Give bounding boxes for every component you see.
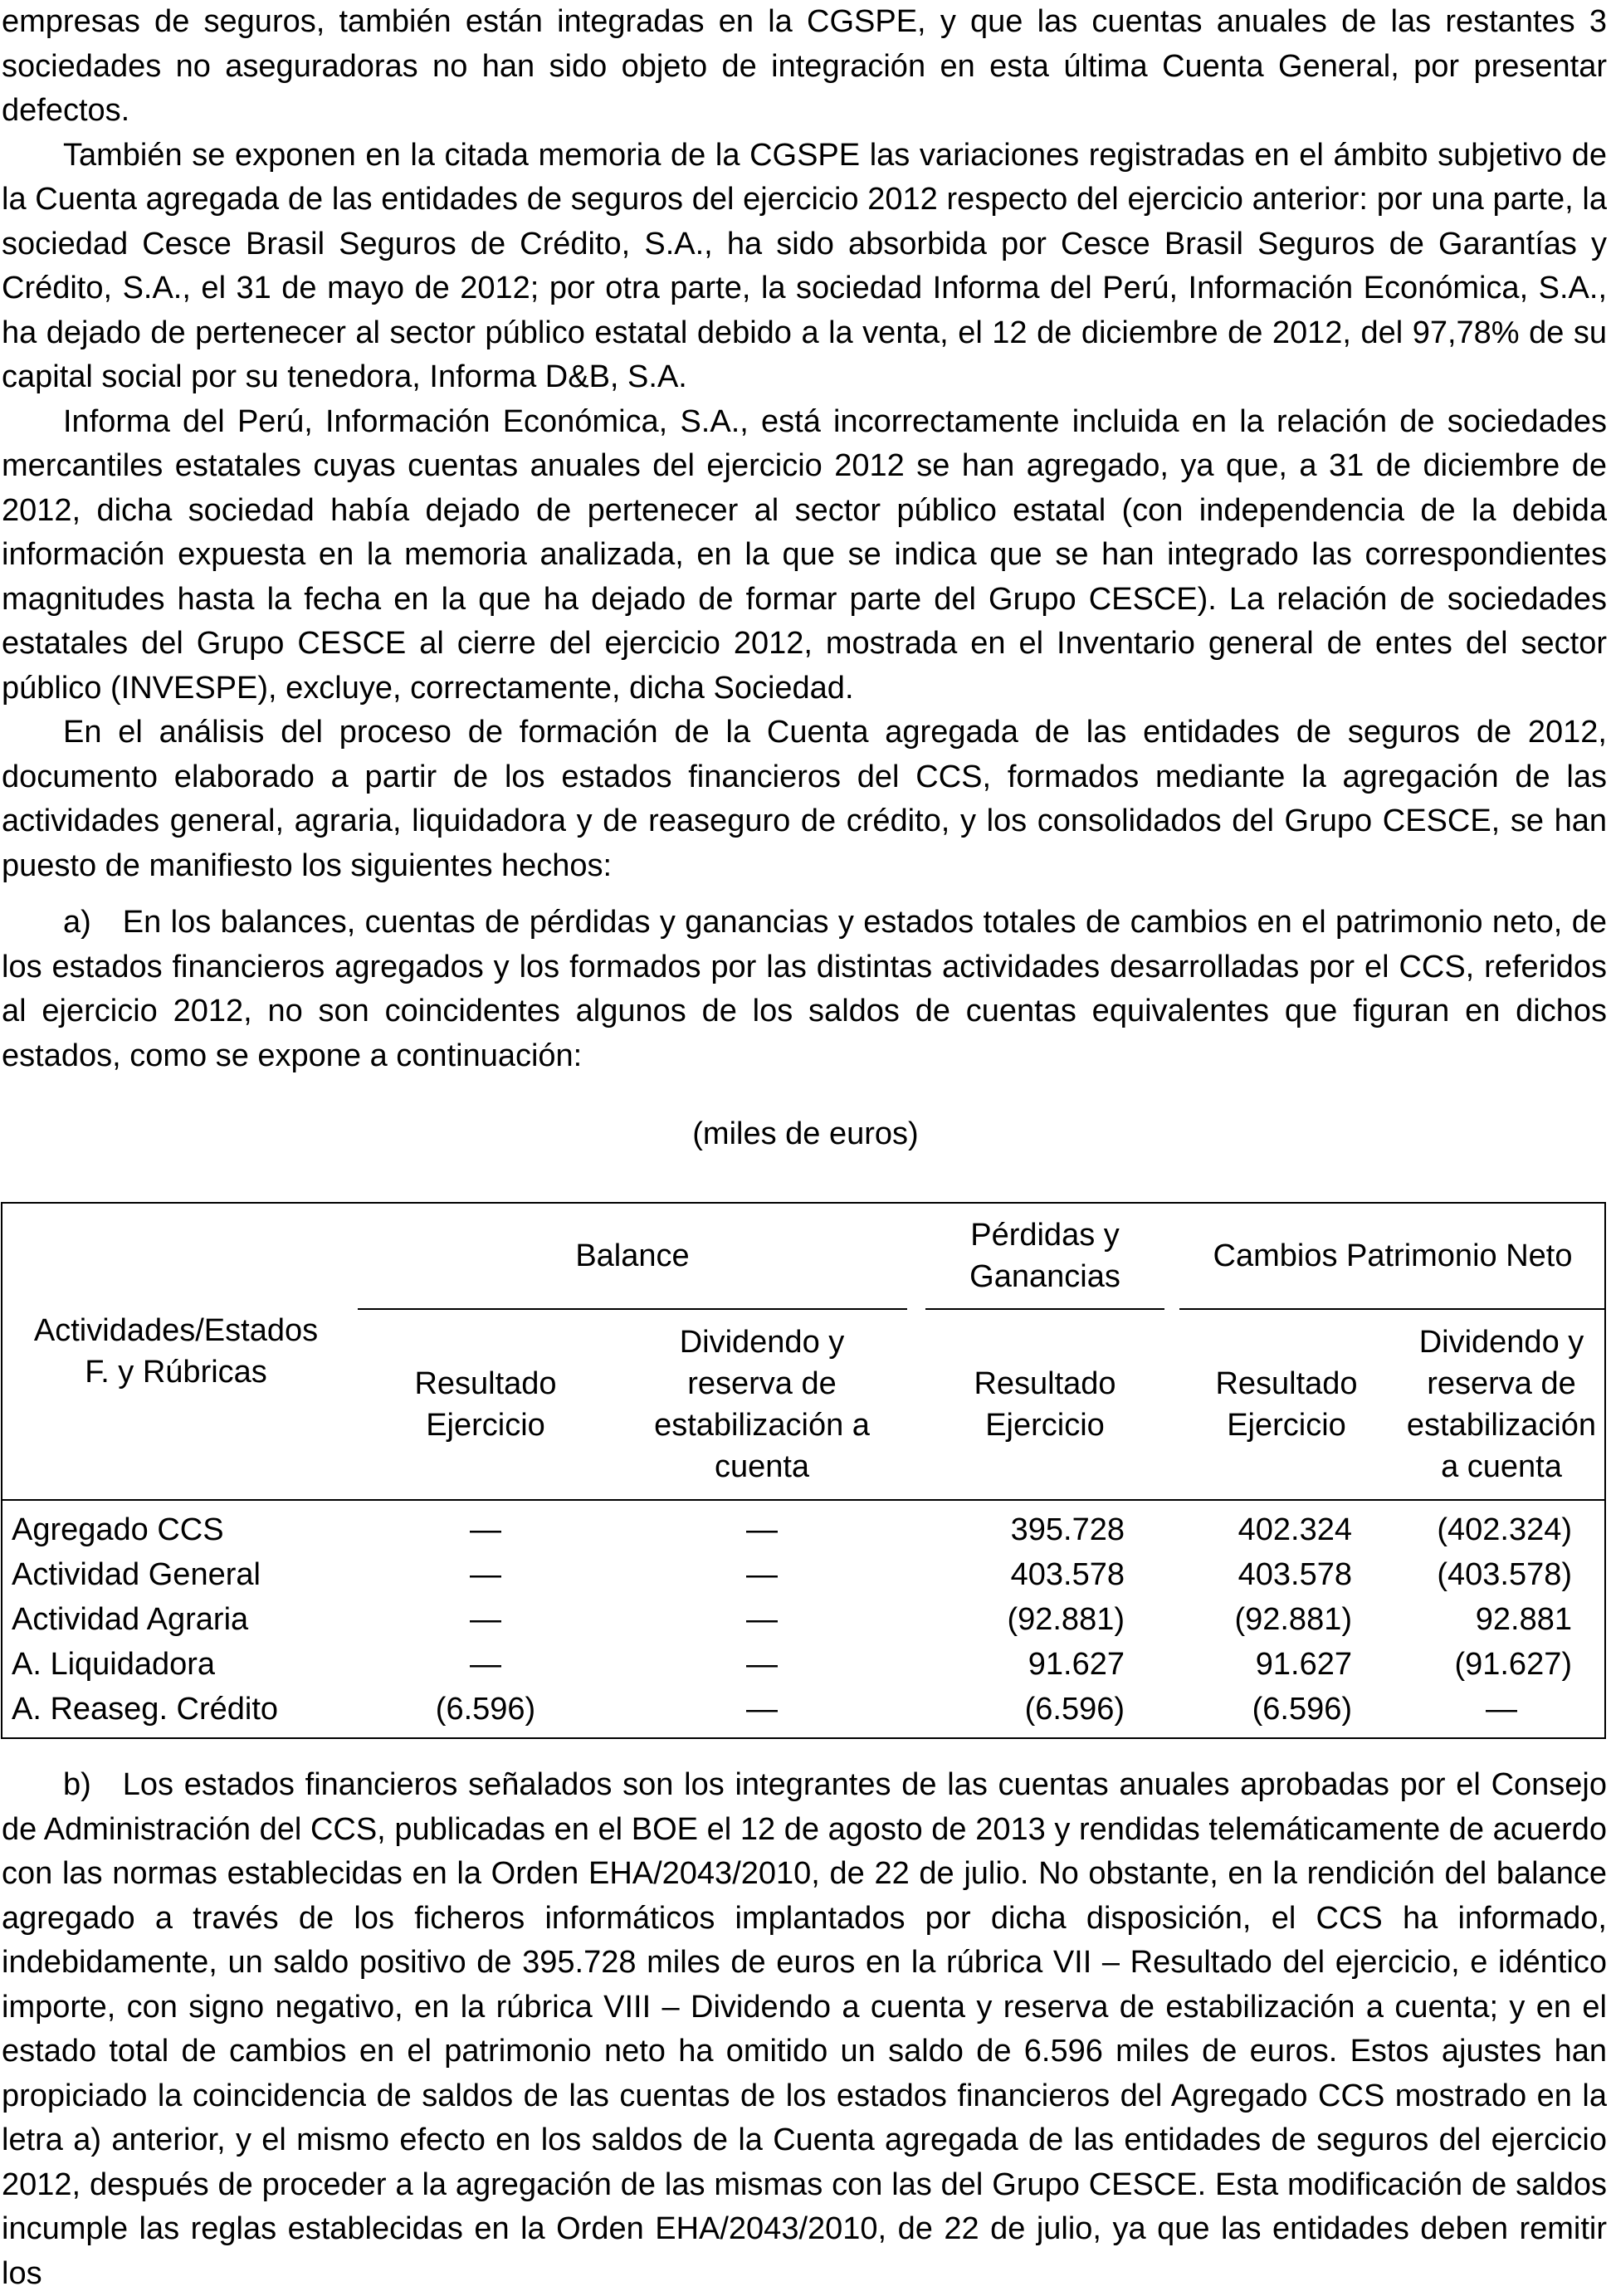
- cell-cpn-resultado: (6.596): [1252, 1692, 1352, 1727]
- header-cpn-dividendo-line3: estabilización: [1406, 1408, 1597, 1443]
- cell-bal-dividendo: —: [746, 1647, 778, 1682]
- header-cpn-dividendo-line1: Dividendo y: [1418, 1325, 1584, 1360]
- paragraph-continuation: empresas de seguros, también están integradas en la CGSPE, y que las cuentas anuales de las restantes 3 sociedades no aseguradoras no han sido objeto de integración en esta última Cuenta General, por presentar defectos.: [2, 4, 1607, 128]
- row-label: Actividad General: [12, 1557, 261, 1592]
- header-bal-resultado: [358, 1310, 613, 1499]
- header-cpn-resultado: [1179, 1310, 1394, 1499]
- row-label: A. Liquidadora: [12, 1647, 216, 1682]
- cell-bal-dividendo: —: [746, 1512, 778, 1547]
- row-label: Actividad Agraria: [12, 1602, 249, 1637]
- header-cpn-dividendo-line2: reserva de: [1427, 1366, 1576, 1401]
- header-cpn-dividendo: [1397, 1310, 1606, 1499]
- header-rule: [2, 1499, 1604, 1501]
- cell-bal-resultado: —: [470, 1512, 501, 1547]
- paragraph-b: b) Los estados financieros señalados son los integrantes de las cuentas anuales aprobadas por el Consejo de Administración del CCS, publicadas en el BOE el 12 de agosto de 2013 y rendidas telemáticamente de acuerdo con las normas establecidas en la Orden EHA/2043/2010, de 22 de julio. No obstante, en la rendición del balance agregado a través de los ficheros informáticos implantados por dicha disposición, el CCS ha informado, indebidamente, un saldo positivo de 395.728 miles de euros en la rúbrica VII – Resultado del ejercicio, e idéntico importe, con signo negativo, en la rúbrica VIII – Dividendo a cuenta y reserva de estabilización a cuenta; y en el estado total de cambios en el patrimonio neto ha omitido un saldo de 6.596 miles de euros. Estos ajustes han propiciado la coincidencia de saldos de las cuentas de los estados financieros del Agregado CCS mostrado en la letra a) anterior, y el mismo efecto en los saldos de la Cuenta agregada de las entidades de seguros del ejercicio 2012, después de proceder a la agregación de las mismas con las del Grupo CESCE. Esta modificación de saldos incumple las reglas establecidas en la Orden EHA/2043/2010, de 22 de julio, ya que las entidades deben remitir los: [2, 1767, 1607, 2291]
- cell-cpn-dividendo: —: [1486, 1692, 1517, 1727]
- table-caption: (miles de euros): [692, 1116, 919, 1151]
- header-bal-dividendo-line1: Dividendo y: [679, 1325, 845, 1360]
- cell-bal-resultado: (6.596): [435, 1692, 536, 1727]
- header-pyg-line2: Ganancias: [969, 1259, 1120, 1294]
- text-block-top: [2, 0, 1607, 888]
- header-activities-line1: Actividades/Estados: [33, 1313, 319, 1348]
- cell-cpn-resultado: (92.881): [1234, 1602, 1352, 1637]
- header-bal-resultado-line2: Ejercicio: [426, 1408, 545, 1443]
- header-pyg-resultado-line2: Ejercicio: [985, 1408, 1105, 1443]
- header-bal-dividendo: [617, 1310, 907, 1499]
- header-group-cpn: Cambios Patrimonio Neto: [1213, 1238, 1573, 1273]
- data-table: [1, 1202, 1606, 1739]
- header-group-balance: Balance: [575, 1238, 690, 1273]
- row-label: A. Reaseg. Crédito: [12, 1692, 279, 1727]
- cell-cpn-dividendo: 92.881: [1475, 1602, 1572, 1637]
- cell-bal-resultado: —: [470, 1602, 501, 1637]
- header-activities-line2: F. y Rúbricas: [85, 1355, 267, 1390]
- table-row: [2, 1597, 1604, 1642]
- cell-bal-dividendo: —: [746, 1557, 778, 1592]
- table-row: [2, 1552, 1604, 1597]
- cell-cpn-resultado: 91.627: [1255, 1647, 1352, 1682]
- cell-cpn-resultado: 403.578: [1238, 1557, 1352, 1592]
- header-cpn-resultado-line1: Resultado: [1215, 1366, 1358, 1401]
- paragraph-analisis: En el análisis del proceso de formación de la Cuenta agregada de las entidades de seguros de 2012, documento elaborado a partir de los estados financieros del CCS, formados mediante la agregación de las actividades general, agraria, liquidadora y de reaseguro de crédito, y los consolidados del Grupo CESCE, se han puesto de manifiesto los siguientes hechos:: [2, 715, 1607, 883]
- cell-pyg-resultado: (6.596): [1024, 1692, 1125, 1727]
- paragraph-variaciones: También se exponen en la citada memoria de la CGSPE las variaciones registradas en el ámbito subjetivo de la Cuenta agregada de las entidades de seguros del ejercicio 2012 respecto del ejercicio anterior: por una parte, la sociedad Cesce Brasil Seguros de Crédito, S.A., ha sido absorbida por Cesce Brasil Seguros de Garantías y Crédito, S.A., el 31 de mayo de 2012; por otra parte, la sociedad Informa del Perú, Información Económica, S.A., ha dejado de pertenecer al sector público estatal debido a la venta, el 12 de diciembre de 2012, del 97,78% de su capital social por su tenedora, Informa D&B, S.A.: [2, 137, 1607, 394]
- cell-bal-dividendo: —: [746, 1602, 778, 1637]
- header-cpn-resultado-line2: Ejercicio: [1227, 1408, 1346, 1443]
- cell-bal-resultado: —: [470, 1647, 501, 1682]
- paragraph-informa-peru: Informa del Perú, Información Económica, S.A., está incorrectamente incluida en la relación de sociedades mercantiles estatales cuyas cuentas anuales del ejercicio 2012 se han agregado, ya que, a 31 de diciembre de 2012, dicha sociedad había dejado de pertenecer al sector público estatal (con independencia de la debida información expuesta en la memoria analizada, en la que se indica que se han integrado las correspondientes magnitudes hasta la fecha en la que ha dejado de formar parte del Grupo CESCE). La relación de sociedades estatales del Grupo CESCE al cierre del ejercicio 2012, mostrada en el Inventario general de entes del sector público (INVESPE), excluye, correctamente, dicha Sociedad.: [2, 403, 1607, 706]
- cell-pyg-resultado: 91.627: [1028, 1647, 1125, 1682]
- cell-cpn-dividendo: (402.324): [1437, 1512, 1572, 1547]
- cell-pyg-resultado: (92.881): [1007, 1602, 1125, 1637]
- header-bal-dividendo-line2: reserva de: [687, 1366, 837, 1401]
- text-block-a: [2, 901, 1607, 1078]
- paragraph-a: a) En los balances, cuentas de pérdidas y ganancias y estados totales de cambios en el patrimonio neto, de los estados financieros agregados y los formados por las distintas actividades desarrolladas por el CCS, referidos al ejercicio 2012, no son coincidentes algunos de los saldos de cuentas equivalentes que figuran en dichos estados, como se expone a continuación:: [2, 905, 1607, 1073]
- row-label: Agregado CCS: [12, 1512, 224, 1547]
- table-header: [2, 1204, 1604, 1499]
- table-row: [2, 1687, 1604, 1732]
- header-pyg-resultado: [925, 1310, 1164, 1499]
- header-activities: [2, 1204, 349, 1499]
- cell-pyg-resultado: 403.578: [1010, 1557, 1125, 1592]
- header-group-pyg: [925, 1204, 1164, 1308]
- table-row: [2, 1642, 1604, 1687]
- header-pyg-resultado-line1: Resultado: [974, 1366, 1116, 1401]
- header-cpn-dividendo-line4: a cuenta: [1441, 1449, 1562, 1484]
- header-pyg-line1: Pérdidas y: [970, 1218, 1120, 1253]
- header-bal-dividendo-line4: cuenta: [714, 1449, 810, 1484]
- cell-cpn-dividendo: (91.627): [1454, 1647, 1572, 1682]
- cell-bal-dividendo: —: [746, 1692, 778, 1727]
- cell-pyg-resultado: 395.728: [1010, 1512, 1125, 1547]
- cell-bal-resultado: —: [470, 1557, 501, 1592]
- cell-cpn-resultado: 402.324: [1238, 1512, 1352, 1547]
- table-row: [2, 1507, 1604, 1552]
- header-bal-resultado-line1: Resultado: [414, 1366, 557, 1401]
- header-bal-dividendo-line3: estabilización a: [654, 1408, 870, 1443]
- cell-cpn-dividendo: (403.578): [1437, 1557, 1572, 1592]
- text-block-b: [2, 1763, 1607, 2296]
